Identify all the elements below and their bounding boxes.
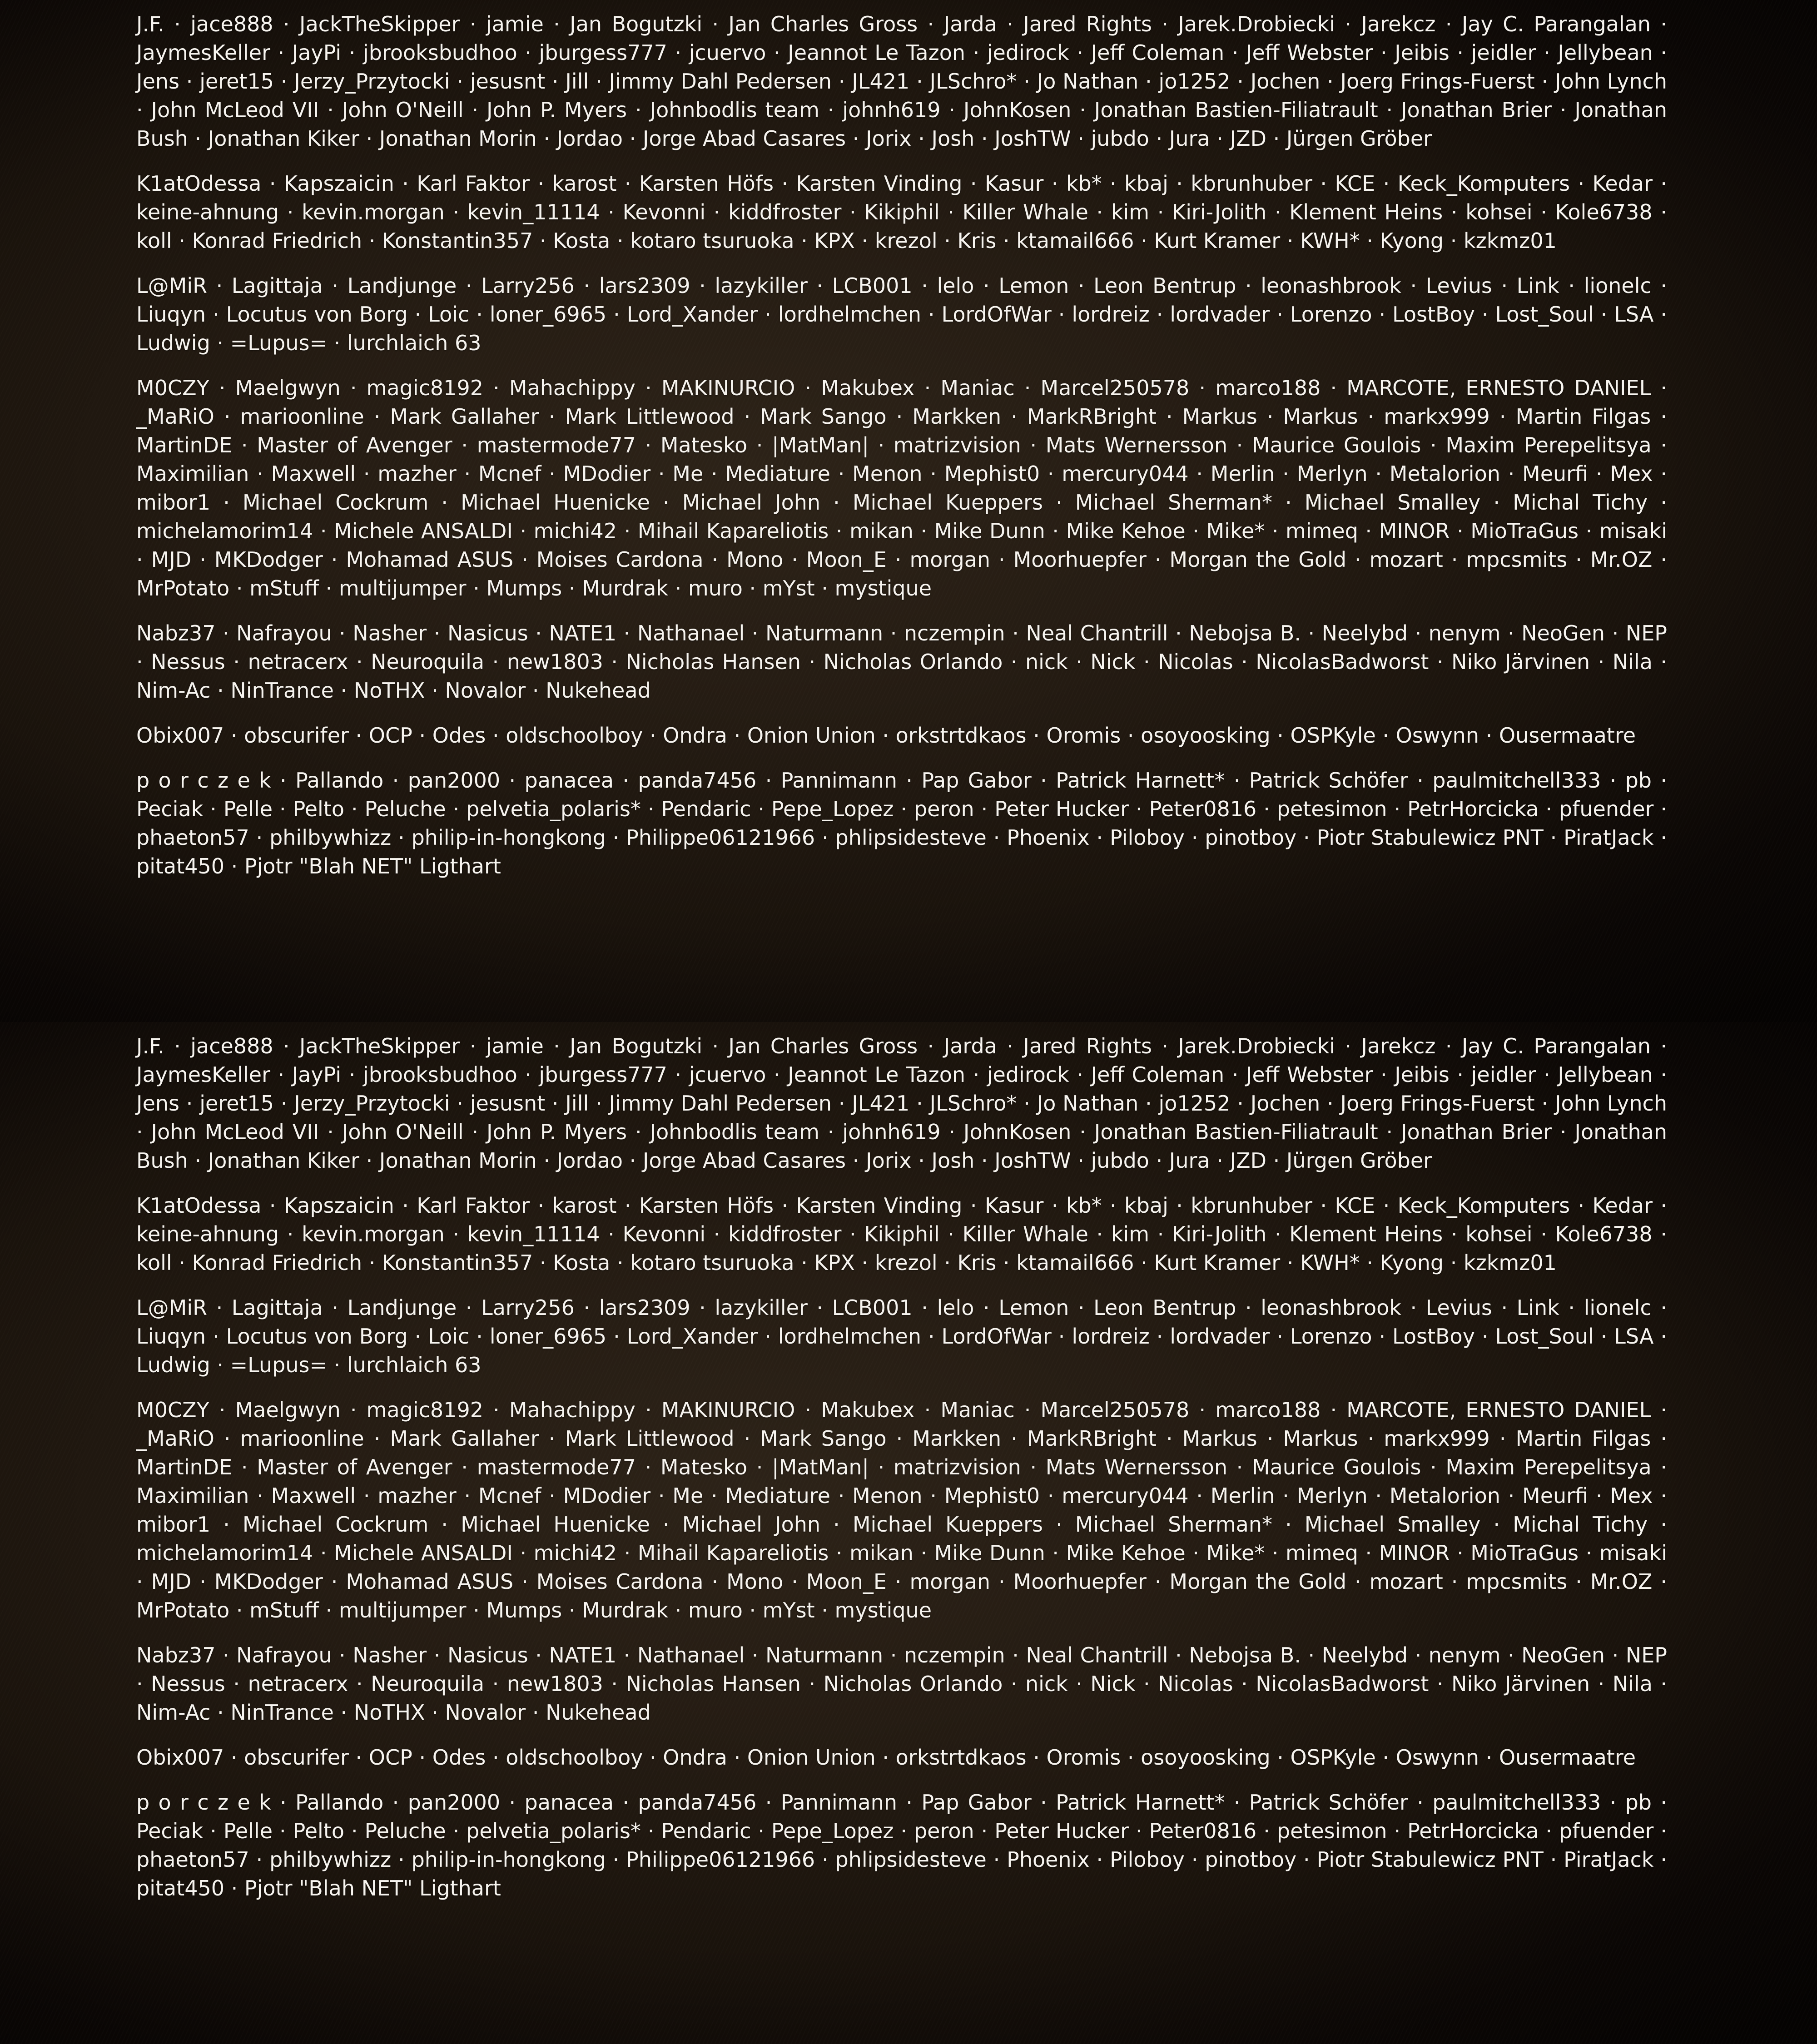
credits-group-O: Obix007 · obscurifer · OCP · Odes · oldschoolboy · Ondra · Onion Union · orkstrtdkaos · Oromis · osoyoosking · OSPKyle · Oswynn · Ousermaatre bbox=[136, 1745, 1636, 1770]
credits-group-J: J.F. · jace888 · JackTheSkipper · jamie · Jan Bogutzki · Jan Charles Gross · Jarda · Jared Rights · Jarek.Drobiecki · Jarekcz · Jay C. Parangalan · JaymesKeller · JayPi · jbrooksbudhoo · jburgess777 · jcuervo · Jeannot Le Tazon · jedirock · Jeff Coleman · Jeff Webster · Jeibis · jeidler · Jellybean · Jens · jeret15 · Jerzy_Przytocki · jesusnt · Jill · Jimmy Dahl Pedersen · JL421 · JLSchro* · Jo Nathan · jo1252 · Jochen · Joerg Frings-Fuerst · John Lynch · John McLeod VII · John O'Neill · John P. Myers · Johnbodlis team · johnh619 · JohnKosen · Jonathan Bastien-Filiatrault · Jonathan Brier · Jonathan Bush · Jonathan Kiker · Jonathan Morin · Jordao · Jorge Abad Casares · Jorix · Josh · JoshTW · jubdo · Jura · JZD · Jürgen Gröber bbox=[136, 1034, 1667, 1173]
credits-page-copy-2 bbox=[0, 1022, 1817, 2044]
credits-group-L: L@MiR · Lagittaja · Landjunge · Larry256 · lars2309 · lazykiller · LCB001 · lelo · Lemon · Leon Bentrup · leonashbrook · Levius · Link · lionelc · Liuqyn · Locutus von Borg · Loic · loner_6965 · Lord_Xander · lordhelmchen · LordOfWar · lordreiz · lordvader · Lorenzo · LostBoy · Lost_Soul · LSA · Ludwig · =Lupus= · lurchlaich 63 bbox=[136, 273, 1667, 355]
credits-group-K: K1atOdessa · Kapszaicin · Karl Faktor · karost · Karsten Höfs · Karsten Vinding · Kasur · kb* · kbaj · kbrunhuber · KCE · Keck_Komputers · Kedar · keine-ahnung · kevin.morgan · kevin_11114 · Kevonni · kiddfroster · Kikiphil · Killer Whale · kim · Kiri-Jolith · Klement Heins · kohsei · Kole6738 · koll · Konrad Friedrich · Konstantin357 · Kosta · kotaro tsuruoka · KPX · krezol · Kris · ktamail666 · Kurt Kramer · KWH* · Kyong · kzkmz01 bbox=[136, 1193, 1667, 1275]
credits-group-M: M0CZY · Maelgwyn · magic8192 · Mahachippy · MAKINURCIO · Makubex · Maniac · Marcel250578 · marco188 · MARCOTE, ERNESTO DANIEL · _MaRiO · marioonline · Mark Gallaher · Mark Littlewood · Mark Sango · Markken · MarkRBright · Markus · Markus · markx999 · Martin Filgas · MartinDE · Master of Avenger · mastermode77 · Matesko · |MatMan| · matrizvision · Mats Wernersson · Maurice Goulois · Maxim Perepelitsya · Maximilian · Maxwell · mazher · Mcnef · MDodier · Me · Mediature · Menon · Mephist0 · mercury044 · Merlin · Merlyn · Metalorion · Meurfi · Mex · mibor1 · Michael Cockrum · Michael Huenicke · Michael John · Michael Kueppers · Michael Sherman* · Michael Smalley · Michal Tichy · michelamorim14 · Michele ANSALDI · michi42 · Mihail Kapareliotis · mikan · Mike Dunn · Mike Kehoe · Mike* · mimeq · MINOR · MioTraGus · misaki · MJD · MKDodger · Mohamad ASUS · Moises Cardona · Mono · Moon_E · morgan · Moorhuepfer · Morgan the Gold · mozart · mpcsmits · Mr.OZ · MrPotato · mStuff · multijumper · Mumps · Murdrak · muro · mYst · mystique bbox=[136, 1398, 1667, 1622]
credits-group-J: J.F. · jace888 · JackTheSkipper · jamie · Jan Bogutzki · Jan Charles Gross · Jarda · Jared Rights · Jarek.Drobiecki · Jarekcz · Jay C. Parangalan · JaymesKeller · JayPi · jbrooksbudhoo · jburgess777 · jcuervo · Jeannot Le Tazon · jedirock · Jeff Coleman · Jeff Webster · Jeibis · jeidler · Jellybean · Jens · jeret15 · Jerzy_Przytocki · jesusnt · Jill · Jimmy Dahl Pedersen · JL421 · JLSchro* · Jo Nathan · jo1252 · Jochen · Joerg Frings-Fuerst · John Lynch · John McLeod VII · John O'Neill · John P. Myers · Johnbodlis team · johnh619 · JohnKosen · Jonathan Bastien-Filiatrault · Jonathan Brier · Jonathan Bush · Jonathan Kiker · Jonathan Morin · Jordao · Jorge Abad Casares · Jorix · Josh · JoshTW · jubdo · Jura · JZD · Jürgen Gröber bbox=[136, 12, 1667, 151]
credits-group-L: L@MiR · Lagittaja · Landjunge · Larry256 · lars2309 · lazykiller · LCB001 · lelo · Lemon · Leon Bentrup · leonashbrook · Levius · Link · lionelc · Liuqyn · Locutus von Borg · Loic · loner_6965 · Lord_Xander · lordhelmchen · LordOfWar · lordreiz · lordvader · Lorenzo · LostBoy · Lost_Soul · LSA · Ludwig · =Lupus= · lurchlaich 63 bbox=[136, 1295, 1667, 1377]
credits-group-P: p o r c z e k · Pallando · pan2000 · panacea · panda7456 · Pannimann · Pap Gabor · Patrick Harnett* · Patrick Schöfer · paulmitchell333 · pb · Peciak · Pelle · Pelto · Peluche · pelvetia_polaris* · Pendaric · Pepe_Lopez · peron · Peter Hucker · Peter0816 · petesimon · PetrHorcicka · pfuender · phaeton57 · philbywhizz · philip-in-hongkong · Philippe06121966 · phlipsidesteve · Phoenix · Piloboy · pinotboy · Piotr Stabulewicz PNT · PiratJack · pitat450 · Pjotr "Blah NET" Ligthart bbox=[136, 768, 1667, 878]
credits-group-K: K1atOdessa · Kapszaicin · Karl Faktor · karost · Karsten Höfs · Karsten Vinding · Kasur · kb* · kbaj · kbrunhuber · KCE · Keck_Komputers · Kedar · keine-ahnung · kevin.morgan · kevin_11114 · Kevonni · kiddfroster · Kikiphil · Killer Whale · kim · Kiri-Jolith · Klement Heins · kohsei · Kole6738 · koll · Konrad Friedrich · Konstantin357 · Kosta · kotaro tsuruoka · KPX · krezol · Kris · ktamail666 · Kurt Kramer · KWH* · Kyong · kzkmz01 bbox=[136, 171, 1667, 253]
credits-group-P: p o r c z e k · Pallando · pan2000 · panacea · panda7456 · Pannimann · Pap Gabor · Patrick Harnett* · Patrick Schöfer · paulmitchell333 · pb · Peciak · Pelle · Pelto · Peluche · pelvetia_polaris* · Pendaric · Pepe_Lopez · peron · Peter Hucker · Peter0816 · petesimon · PetrHorcicka · pfuender · phaeton57 · philbywhizz · philip-in-hongkong · Philippe06121966 · phlipsidesteve · Phoenix · Piloboy · pinotboy · Piotr Stabulewicz PNT · PiratJack · pitat450 · Pjotr "Blah NET" Ligthart bbox=[136, 1790, 1667, 1900]
credits-group-M: M0CZY · Maelgwyn · magic8192 · Mahachippy · MAKINURCIO · Makubex · Maniac · Marcel250578 · marco188 · MARCOTE, ERNESTO DANIEL · _MaRiO · marioonline · Mark Gallaher · Mark Littlewood · Mark Sango · Markken · MarkRBright · Markus · Markus · markx999 · Martin Filgas · MartinDE · Master of Avenger · mastermode77 · Matesko · |MatMan| · matrizvision · Mats Wernersson · Maurice Goulois · Maxim Perepelitsya · Maximilian · Maxwell · mazher · Mcnef · MDodier · Me · Mediature · Menon · Mephist0 · mercury044 · Merlin · Merlyn · Metalorion · Meurfi · Mex · mibor1 · Michael Cockrum · Michael Huenicke · Michael John · Michael Kueppers · Michael Sherman* · Michael Smalley · Michal Tichy · michelamorim14 · Michele ANSALDI · michi42 · Mihail Kapareliotis · mikan · Mike Dunn · Mike Kehoe · Mike* · mimeq · MINOR · MioTraGus · misaki · MJD · MKDodger · Mohamad ASUS · Moises Cardona · Mono · Moon_E · morgan · Moorhuepfer · Morgan the Gold · mozart · mpcsmits · Mr.OZ · MrPotato · mStuff · multijumper · Mumps · Murdrak · muro · mYst · mystique bbox=[136, 376, 1667, 600]
credits-group-N: Nabz37 · Nafrayou · Nasher · Nasicus · NATE1 · Nathanael · Naturmann · nczempin · Neal Chantrill · Nebojsa B. · Neelybd · nenym · NeoGen · NEP · Nessus · netracerx · Neuroquila · new1803 · Nicholas Hansen · Nicholas Orlando · nick · Nick · Nicolas · NicolasBadworst · Niko Järvinen · Nila · Nim-Ac · NinTrance · NoTHX · Novalor · Nukehead bbox=[136, 1643, 1667, 1725]
credits-group-N: Nabz37 · Nafrayou · Nasher · Nasicus · NATE1 · Nathanael · Naturmann · nczempin · Neal Chantrill · Nebojsa B. · Neelybd · nenym · NeoGen · NEP · Nessus · netracerx · Neuroquila · new1803 · Nicholas Hansen · Nicholas Orlando · nick · Nick · Nicolas · NicolasBadworst · Niko Järvinen · Nila · Nim-Ac · NinTrance · NoTHX · Novalor · Nukehead bbox=[136, 621, 1667, 703]
credits-group-O: Obix007 · obscurifer · OCP · Odes · oldschoolboy · Ondra · Onion Union · orkstrtdkaos · Oromis · osoyoosking · OSPKyle · Oswynn · Ousermaatre bbox=[136, 723, 1636, 748]
